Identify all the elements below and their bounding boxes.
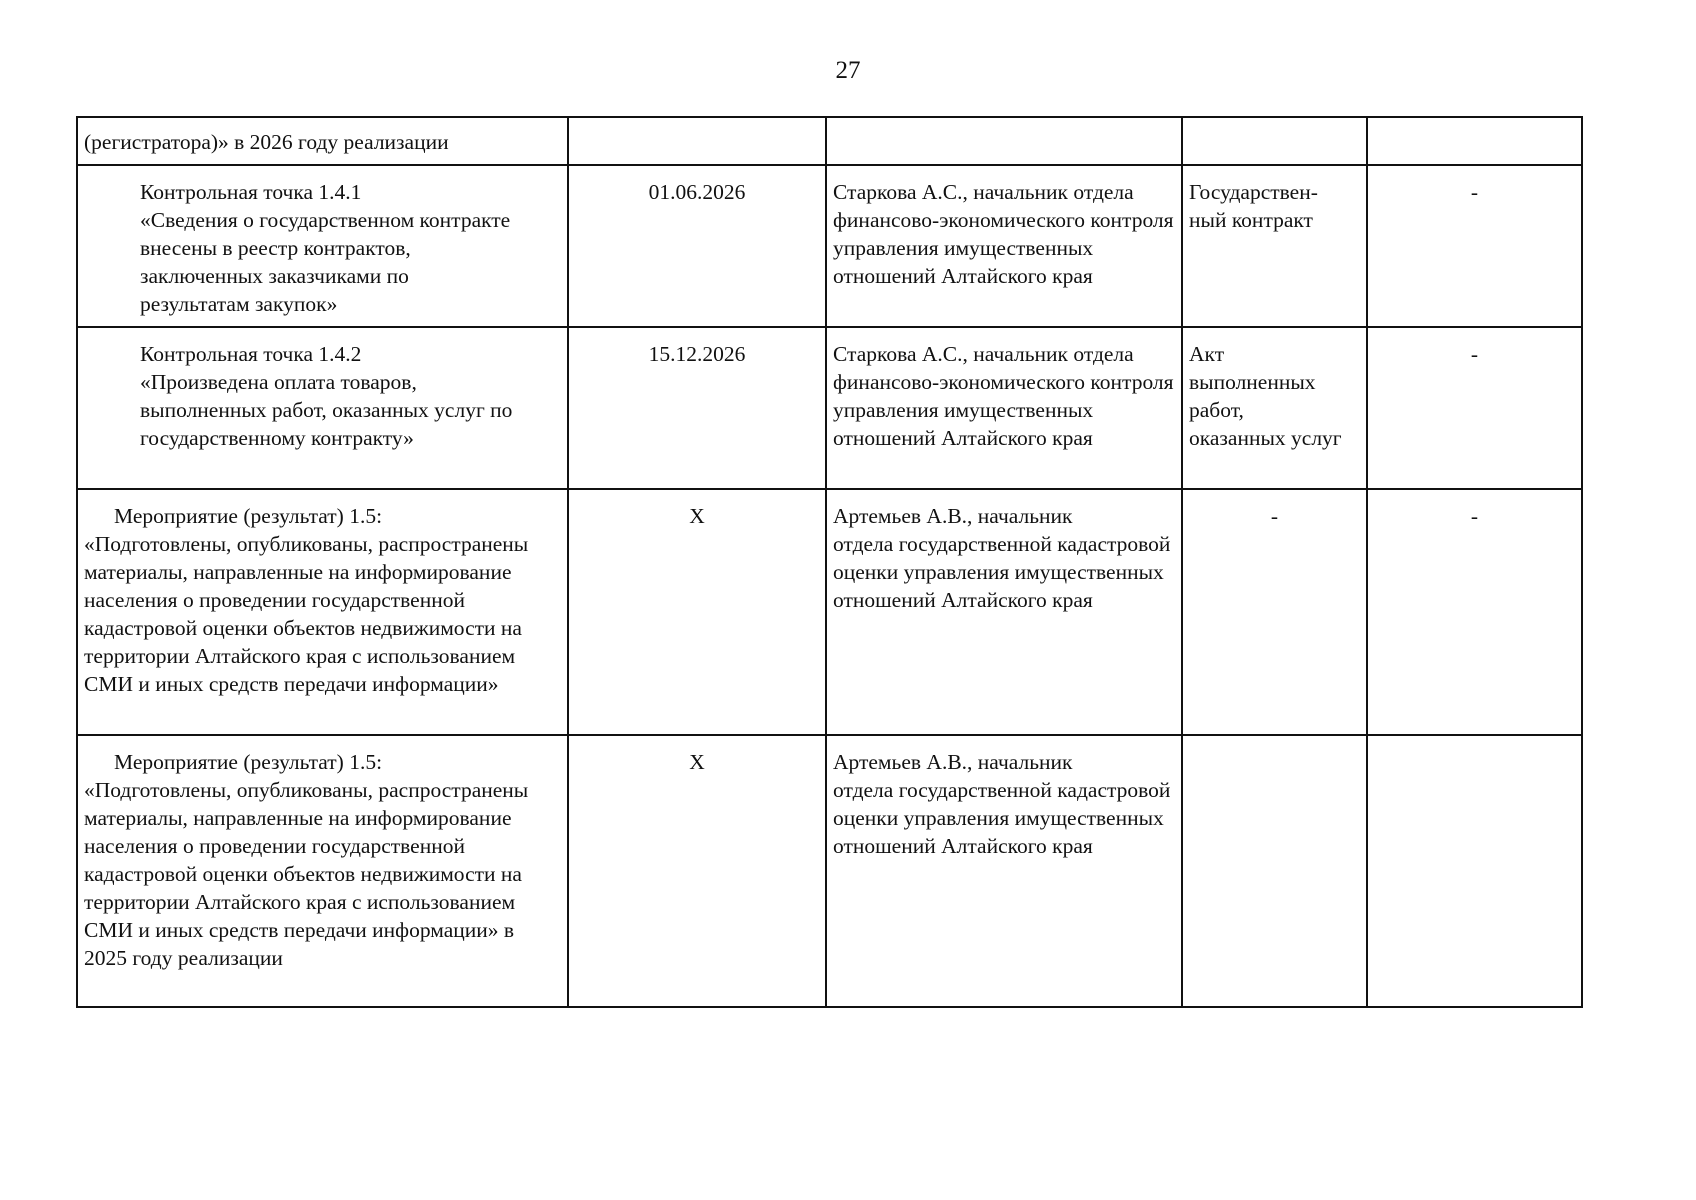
table-row: [77, 165, 1582, 327]
deadline-cell: [568, 117, 826, 165]
control-point-cell: Контрольная точка 1.4.2 «Произведена оплата товаров, выполненных работ, оказанных услуг по государственному контракту»: [77, 327, 568, 489]
deadline-cell: 15.12.2026: [568, 327, 826, 489]
responsible-cell: Артемьев А.В., начальник отдела государственной кадастровой оценки управления имущественных отношений Алтайского края: [826, 489, 1182, 735]
note-cell: -: [1367, 165, 1582, 327]
document-cell: [1182, 735, 1367, 1007]
document-cell: Государствен- ный контракт: [1182, 165, 1367, 327]
event-name-cell: (регистратора)» в 2026 году реализации: [77, 117, 568, 165]
responsible-cell: Старкова А.С., начальник отдела финансово-экономического контроля управления имущественных отношений Алтайского края: [826, 165, 1182, 327]
note-cell: -: [1367, 489, 1582, 735]
table-row: [77, 489, 1582, 735]
deadline-cell: X: [568, 735, 826, 1007]
note-cell: -: [1367, 327, 1582, 489]
note-cell: [1367, 117, 1582, 165]
control-point-cell: Контрольная точка 1.4.1 «Сведения о государственном контракте внесены в реестр контрактов, заключенных заказчиками по результатам закупок»: [77, 165, 568, 327]
deadline-cell: X: [568, 489, 826, 735]
note-cell: [1367, 735, 1582, 1007]
responsible-cell: Старкова А.С., начальник отдела финансово-экономического контроля управления имущественных отношений Алтайского края: [826, 327, 1182, 489]
event-name-cell: Мероприятие (результат) 1.5: «Подготовлены, опубликованы, распространены материалы, направленные на информирование населения о проведении государственной кадастровой оценки объектов недвижимости на территории Алтайского края с использованием СМИ и иных средств передачи информации»: [77, 489, 568, 735]
table-row: [77, 327, 1582, 489]
page-number: 27: [835, 57, 861, 84]
table-row: [77, 117, 1582, 165]
plan-table: [76, 116, 1583, 1008]
deadline-cell: 01.06.2026: [568, 165, 826, 327]
table-row: [77, 735, 1582, 1007]
document-cell: [1182, 117, 1367, 165]
document-cell: -: [1182, 489, 1367, 735]
responsible-cell: [826, 117, 1182, 165]
event-name-cell: Мероприятие (результат) 1.5: «Подготовлены, опубликованы, распространены материалы, направленные на информирование населения о проведении государственной кадастровой оценки объектов недвижимости на территории Алтайского края с использованием СМИ и иных средств передачи информации» в 2025 году реализации: [77, 735, 568, 1007]
responsible-cell: Артемьев А.В., начальник отдела государственной кадастровой оценки управления имущественных отношений Алтайского края: [826, 735, 1182, 1007]
document-cell: Акт выполненных работ, оказанных услуг: [1182, 327, 1367, 489]
